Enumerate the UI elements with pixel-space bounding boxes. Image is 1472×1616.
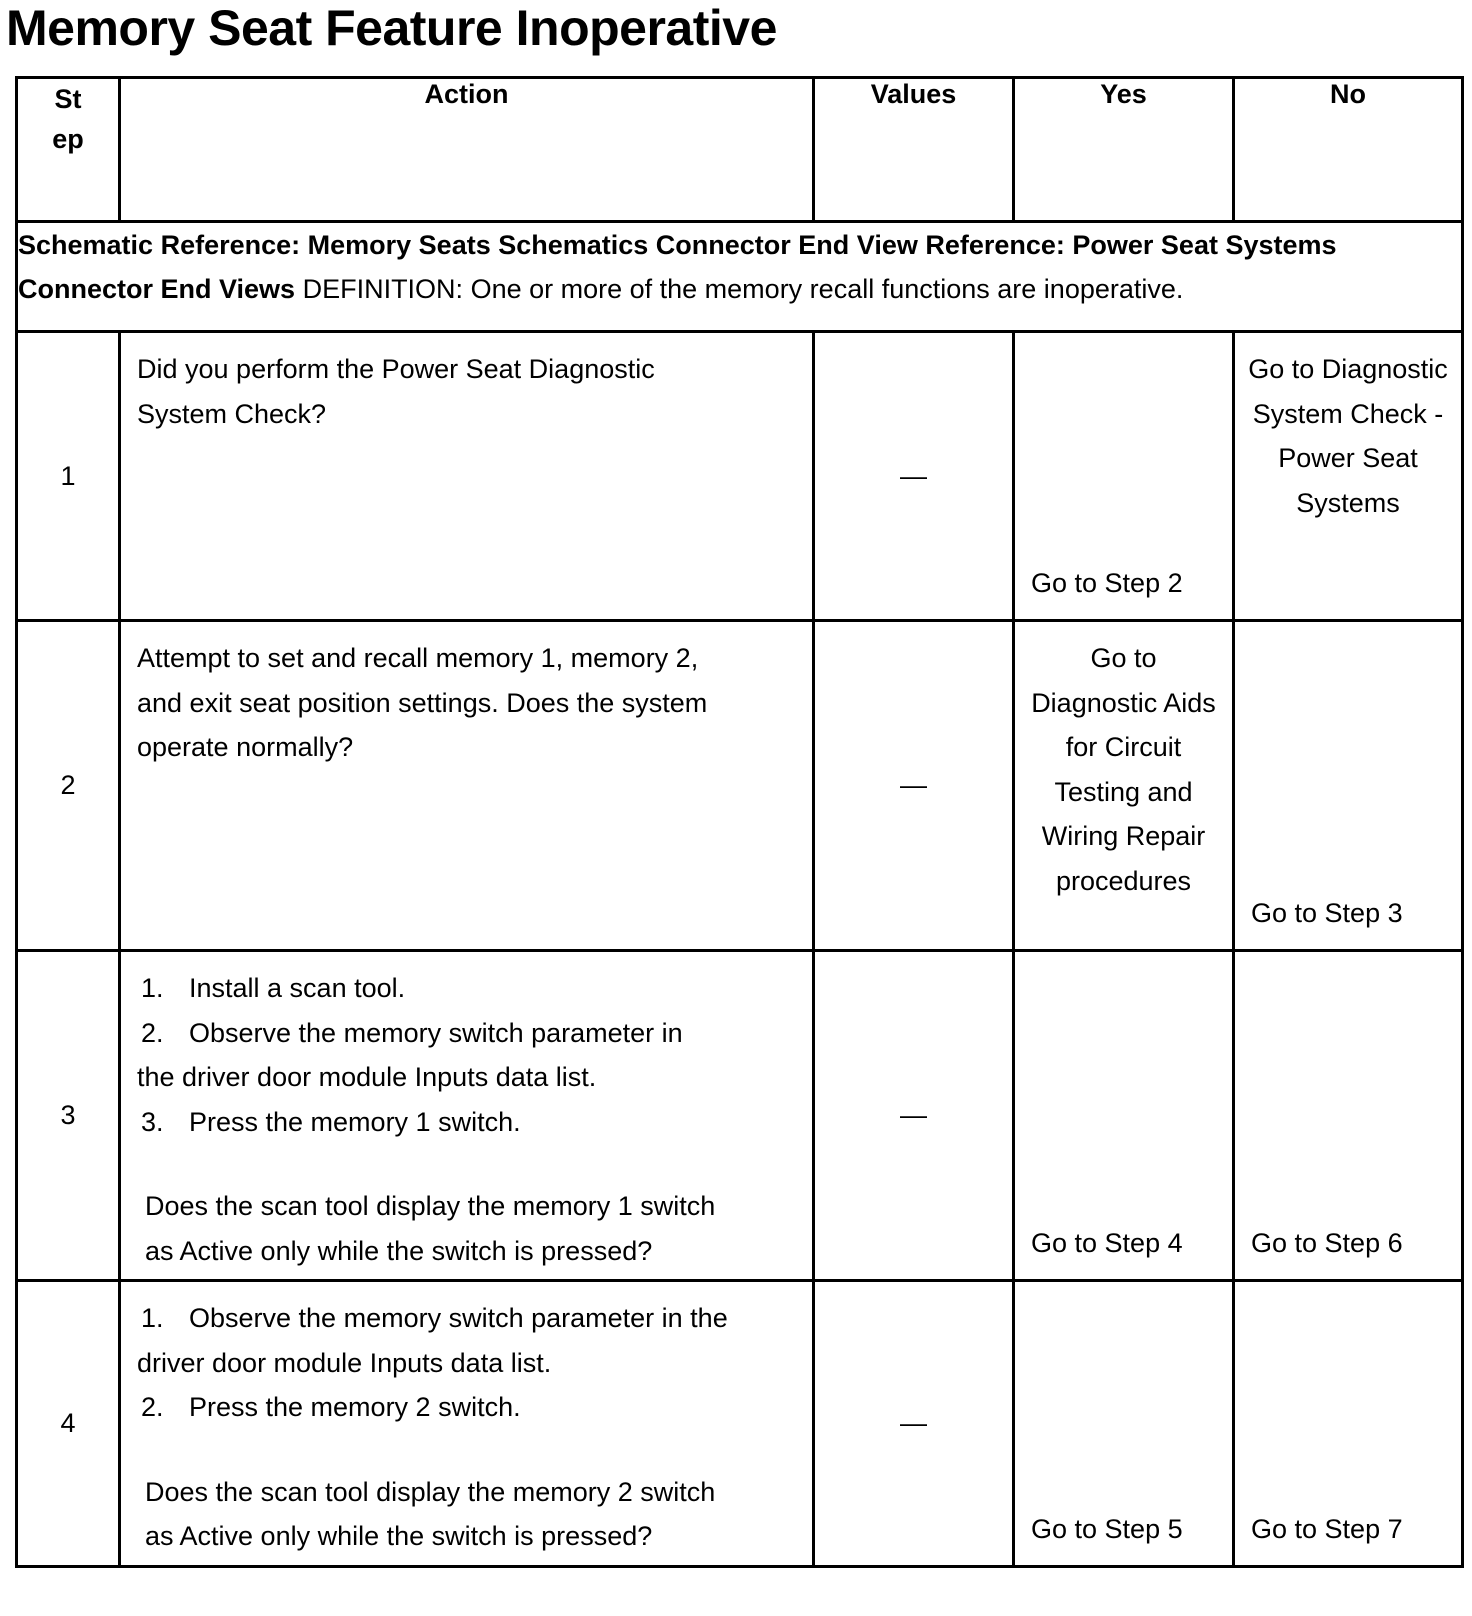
action-text: Did you perform the Power Seat Diagnostic System Check? — [137, 354, 655, 429]
action-cell — [120, 621, 814, 951]
header-values: Values — [814, 78, 1014, 222]
values-cell: — — [814, 621, 1014, 951]
action-question: Does the scan tool display the memory 1 switch as Active only while the switch is pressed? — [145, 1191, 716, 1266]
page-title: Memory Seat Feature Inoperative — [6, 0, 777, 56]
yes-text: Go to Diagnostic Aids for Circuit Testing and Wiring Repair procedures — [1031, 643, 1216, 896]
header-step-line2: ep — [52, 124, 84, 154]
item-text: Install a scan tool. — [189, 973, 406, 1003]
action-question: Does the scan tool display the memory 2 switch as Active only while the switch is pressed? — [145, 1476, 716, 1551]
item-text: Observe the memory switch parameter in the — [189, 1303, 728, 1333]
step-number: 2 — [17, 621, 120, 951]
header-step — [17, 78, 120, 222]
action-list-item — [137, 966, 796, 1011]
table-row — [17, 332, 1463, 621]
header-row — [17, 78, 1463, 222]
definition-text: DEFINITION: One or more of the memory recall functions are inoperative. — [295, 274, 1184, 304]
item-continuation: driver door module Inputs data list. — [137, 1347, 552, 1378]
header-action: Action — [120, 78, 814, 222]
step-number: 4 — [17, 1281, 120, 1567]
item-text: Observe the memory switch parameter in — [189, 1017, 683, 1048]
schematic-reference: Schematic Reference: Memory Seats Schematics Connector End View Reference: Power Seat Systems Connector End Views — [18, 230, 1337, 304]
table-row — [17, 1281, 1463, 1567]
header-yes: Yes — [1014, 78, 1234, 222]
table-row — [17, 621, 1463, 951]
yes-text: Go to Step 2 — [1031, 568, 1183, 598]
item-number: 1. — [141, 973, 164, 1003]
yes-text: Go to Step 5 — [1031, 1514, 1183, 1544]
yes-cell — [1014, 951, 1234, 1281]
reference-row — [17, 222, 1463, 332]
action-list-item — [137, 1011, 796, 1056]
no-cell — [1234, 621, 1463, 951]
action-cell — [120, 332, 814, 621]
item-number: 2. — [141, 1392, 164, 1422]
table-row — [17, 951, 1463, 1281]
values-cell: — — [814, 1281, 1014, 1567]
header-no: No — [1234, 78, 1463, 222]
no-cell — [1234, 332, 1463, 621]
diagnostic-table — [15, 76, 1464, 1568]
action-text: Attempt to set and recall memory 1, memory 2, and exit seat position settings. Does the system operate normally? — [137, 643, 708, 762]
no-text: Go to Step 6 — [1251, 1228, 1403, 1258]
no-cell — [1234, 1281, 1463, 1567]
no-text: Go to Step 3 — [1251, 898, 1403, 928]
action-cell — [120, 951, 814, 1281]
item-number: 2. — [141, 1017, 164, 1048]
no-text: Go to Diagnostic System Check - Power Seat Systems — [1248, 354, 1448, 518]
header-step-line1: St — [54, 84, 82, 114]
item-text: Press the memory 2 switch. — [189, 1392, 521, 1422]
yes-text: Go to Step 4 — [1031, 1228, 1183, 1258]
yes-cell — [1014, 332, 1234, 621]
action-list-item — [137, 1296, 796, 1341]
item-text: Press the memory 1 switch. — [189, 1106, 521, 1137]
item-continuation: the driver door module Inputs data list. — [137, 1062, 597, 1092]
step-number: 1 — [17, 332, 120, 621]
item-number: 1. — [141, 1303, 164, 1333]
yes-cell — [1014, 1281, 1234, 1567]
values-cell: — — [814, 951, 1014, 1281]
action-list-item — [137, 1100, 796, 1145]
action-list-item — [137, 1385, 796, 1430]
reference-cell — [17, 222, 1463, 332]
yes-cell — [1014, 621, 1234, 951]
action-cell — [120, 1281, 814, 1567]
item-number: 3. — [141, 1106, 164, 1137]
no-text: Go to Step 7 — [1251, 1514, 1403, 1544]
values-cell: — — [814, 332, 1014, 621]
step-number: 3 — [17, 951, 120, 1281]
no-cell — [1234, 951, 1463, 1281]
